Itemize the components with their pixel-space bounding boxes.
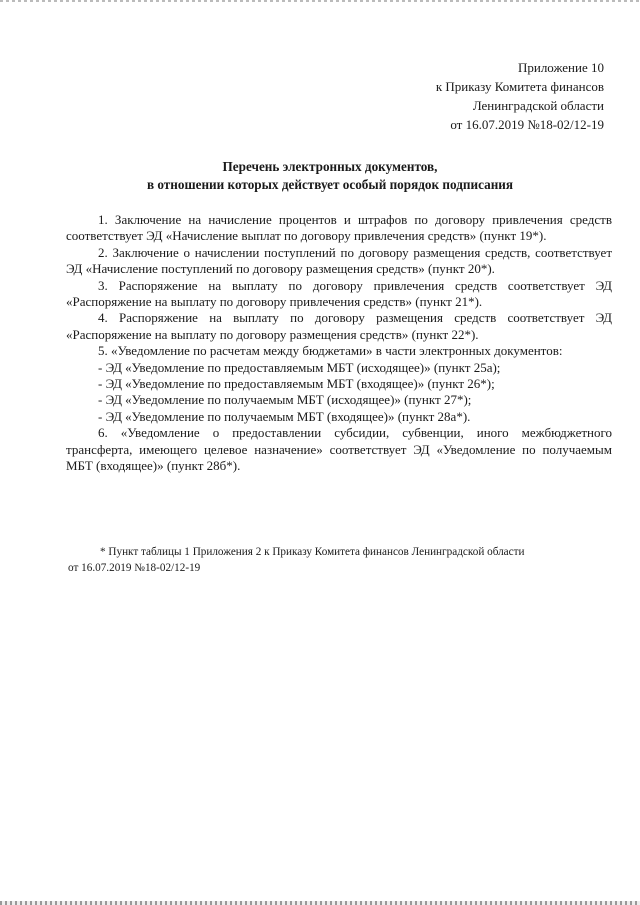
- document-title: [60, 158, 600, 194]
- title-line-1: Перечень электронных документов,: [222, 159, 438, 174]
- header-line-region: Ленинградской области: [472, 98, 604, 113]
- footnote-line-2: от 16.07.2019 №18-02/12-19: [68, 561, 201, 574]
- footnote-line-1: * Пункт таблицы 1 Приложения 2 к Приказу Комитета финансов Ленинградской области: [100, 546, 525, 558]
- list-item-6: 6. «Уведомление о предоставлении субсидии, субвенции, иного межбюджетного трансферта, имеющего целевое назначение» соответствует ЭД «Уведомление по получаемым МБТ (входящее)» (пункт 28б*).: [66, 425, 612, 474]
- header-line-appendix: Приложение 10: [517, 60, 604, 75]
- appendix-header: [436, 58, 604, 134]
- sub-item-4: - ЭД «Уведомление по получаемым МБТ (входящее)» (пункт 28а*).: [98, 408, 471, 424]
- header-line-order: к Приказу Комитета финансов: [435, 79, 604, 94]
- footnote: [68, 545, 620, 576]
- document-body: [66, 212, 612, 475]
- sub-item-3: - ЭД «Уведомление по получаемым МБТ (исходящее)» (пункт 27*);: [98, 392, 472, 408]
- list-item-5: 5. «Уведомление по расчетам между бюджетами» в части электронных документов:: [98, 343, 563, 359]
- sub-item-1: - ЭД «Уведомление по предоставляемым МБТ (исходящее)» (пункт 25а);: [98, 359, 501, 375]
- scan-edge-top: [0, 0, 640, 2]
- list-item-4: 4. Распоряжение на выплату по договору размещения средств соответствует ЭД «Распоряжение на выплату по договору размещения средств» (пункт 22*).: [66, 310, 612, 342]
- list-item-3: 3. Распоряжение на выплату по договору привлечения средств соответствует ЭД «Распоряжение на выплату по договору привлечения средств» (пункт 21*).: [66, 277, 612, 310]
- list-item-1: 1. Заключение на начисление процентов и штрафов по договору привлечения средств соответствует ЭД «Начисление выплат по договору привлечения средств» (пункт 19*).: [66, 212, 612, 244]
- sub-item-2: - ЭД «Уведомление по предоставляемым МБТ (входящее)» (пункт 26*);: [98, 376, 495, 392]
- list-item-2: 2. Заключение о начислении поступлений по договору размещения средств, соответствует ЭД «Начисление поступлений по договору размещения средств» (пункт 20*).: [66, 244, 612, 277]
- scan-edge-bottom: [0, 901, 640, 905]
- header-line-date: от 16.07.2019 №18-02/12-19: [450, 117, 604, 132]
- title-line-2: в отношении которых действует особый порядок подписания: [146, 177, 514, 192]
